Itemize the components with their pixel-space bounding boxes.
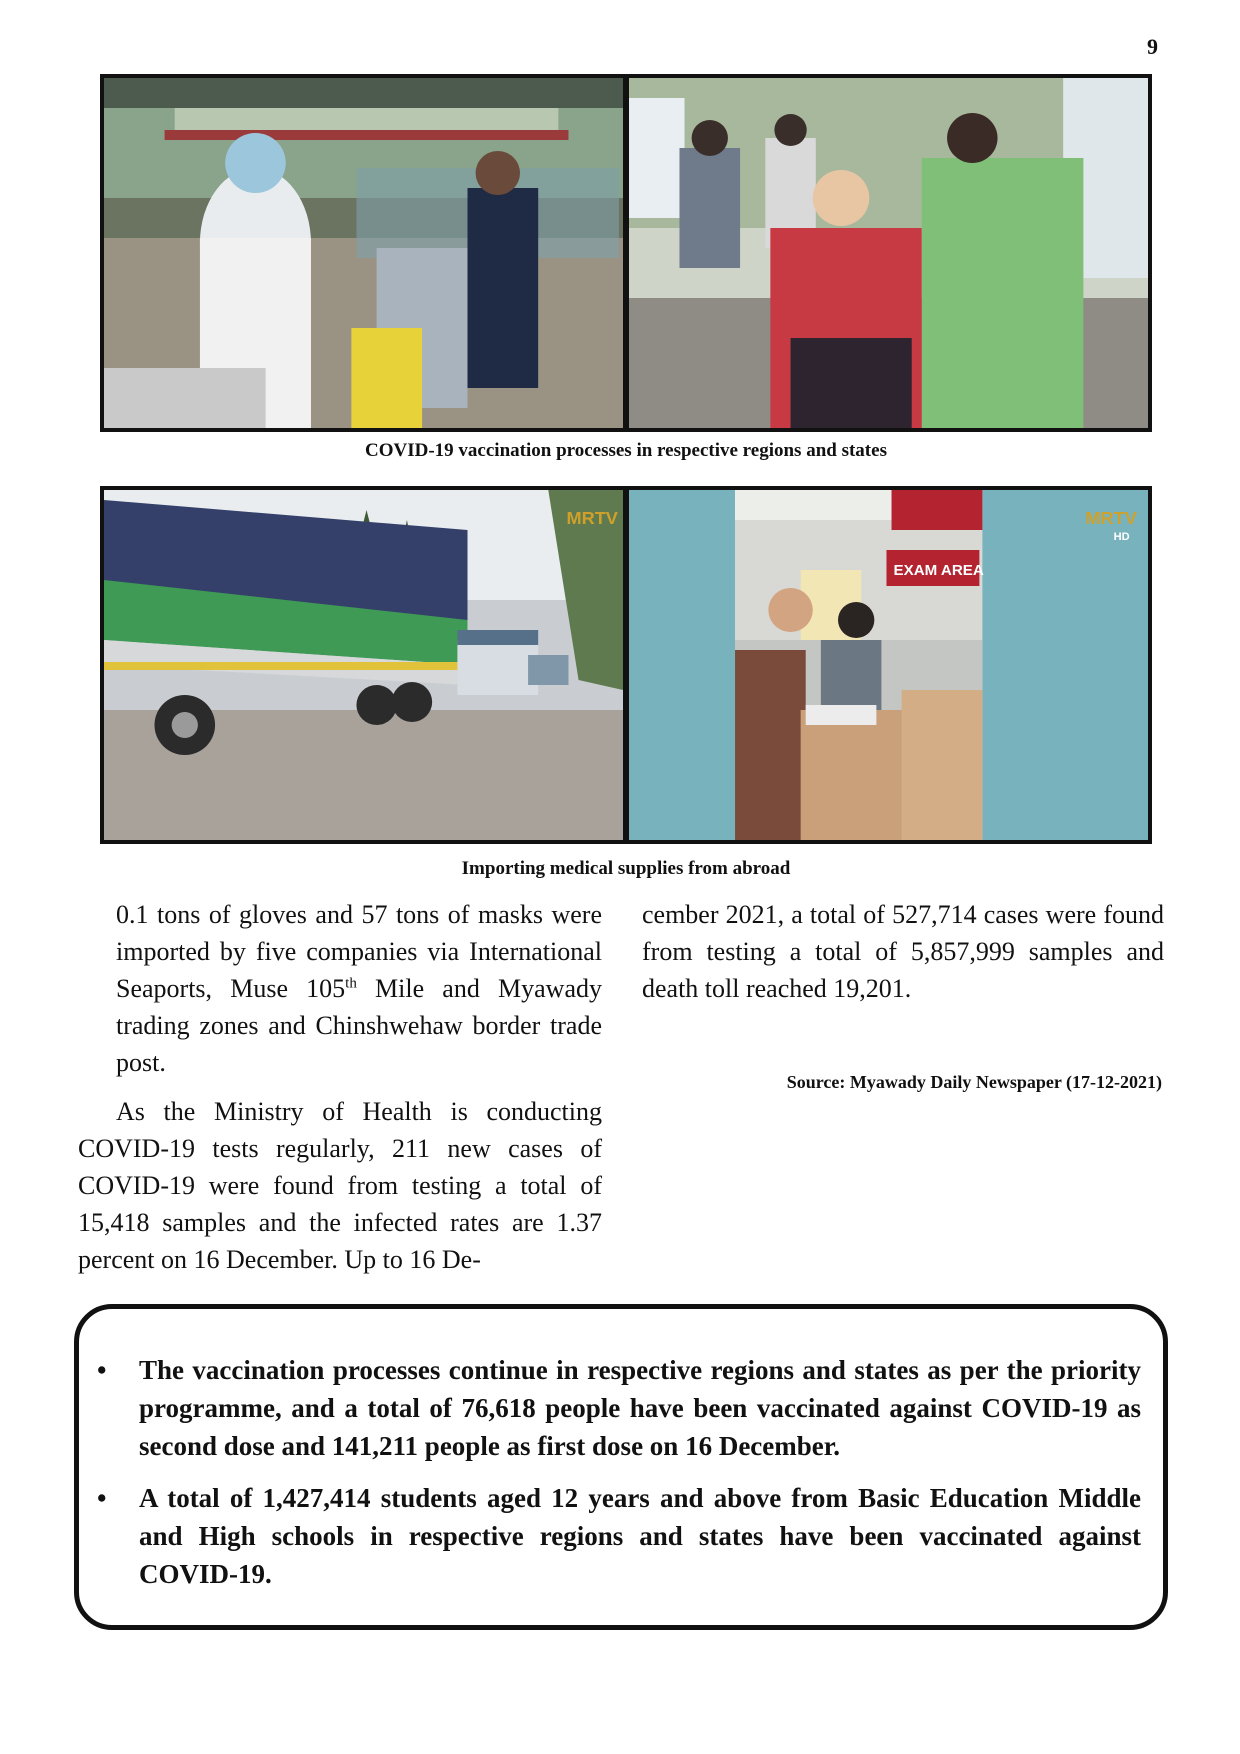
ordinal-suffix: th — [345, 975, 357, 992]
source-citation: Source: Myawady Daily Newspaper (17-12-2021) — [786, 1072, 1162, 1092]
article-paragraph: As the Ministry of Health is conducting COVID-19 tests regularly, 211 new cases of COVID-19 were found from testing a total of 15,418 samples and the infected rates are 1.37 percent on 16 December. Up to 16 De- — [78, 1097, 602, 1274]
import-photo-right — [629, 490, 1148, 840]
article-paragraph: cember 2021, a total of 527,714 cases were found from testing a total of 5,857,999 samples and death toll reached 19,201. — [642, 900, 1164, 1003]
figure-caption: COVID-19 vaccination processes in respective regions and states — [365, 440, 887, 461]
article-column-right — [642, 896, 1164, 1007]
summary-item: • The vaccination processes continue in respective regions and states as per the priority programme, and a total of 76,618 people have been vaccinated against COVID-19 as second dose and 141,211 people as first dose on 16 December. — [97, 1351, 1141, 1465]
summary-box — [74, 1304, 1168, 1630]
hd-badge: HD — [1113, 531, 1130, 543]
mrtv-logo: MRTV — [1085, 508, 1137, 528]
bullet-icon: • — [97, 1355, 107, 1385]
import-photos — [100, 486, 1152, 844]
import-photo-left — [104, 490, 623, 840]
vaccination-photo-left — [104, 78, 623, 428]
vaccination-photos — [100, 74, 1152, 432]
exam-area-sign: EXAM AREA — [893, 562, 984, 579]
figure-caption: Importing medical supplies from abroad — [461, 858, 791, 879]
trucks-image — [104, 490, 623, 840]
article-column-left — [78, 896, 602, 1278]
summary-list — [97, 1351, 1141, 1607]
vaccination-room-image — [629, 78, 1148, 428]
page-number: 9 — [1147, 34, 1158, 59]
vaccination-photo-right — [629, 78, 1148, 428]
vaccination-hall-image — [104, 78, 623, 428]
article-paragraph: 0.1 tons of gloves and 57 tons of masks were imported by five companies via International Seaports, Muse 105th Mile and Myawady trading zones and Chinshwehaw border trade post. — [116, 900, 602, 1077]
summary-item: • A total of 1,427,414 students aged 12 years and above from Basic Education Middle and High schools in respective regions and states have been vaccinated against COVID-19. — [97, 1479, 1141, 1593]
mrtv-logo: MRTV — [566, 508, 618, 528]
bullet-icon: • — [97, 1483, 107, 1513]
medical-boxes-image — [629, 490, 1148, 840]
